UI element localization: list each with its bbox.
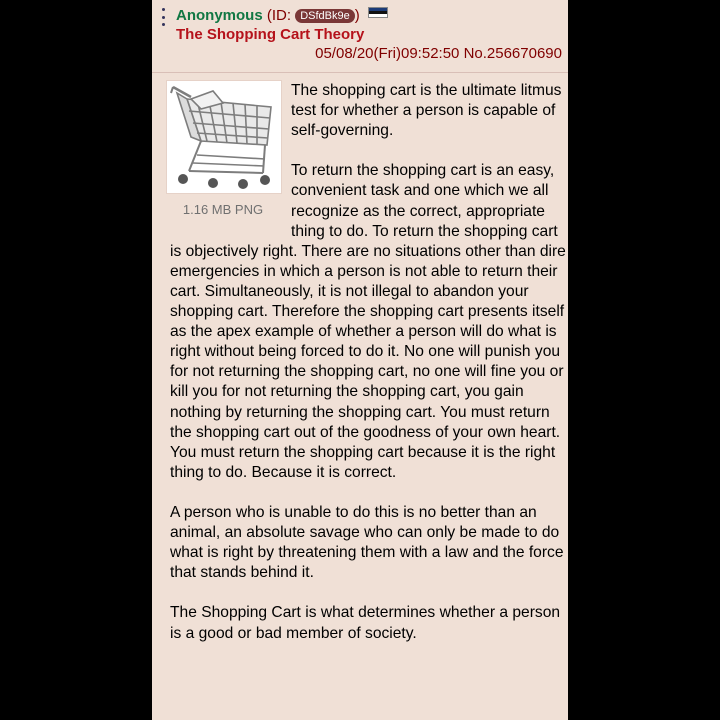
post-body xyxy=(170,81,566,664)
post-paragraph: To return the shopping cart is an easy, convenient task and one which we all recognize as the correct, appropriate thing to do. To return the shopping cart is objectively right. There are no situations other than dire emergencies in which a person is not able to return their cart. Simultaneously, it is not illegal to abandon your shopping cart. Therefore the shopping cart presents itself as the apex example of whether a person will do what is right without being forced to do it. No one will punish you for not returning the shopping cart, no one will fine you or kill you for not returning the shopping cart, you gain nothing by returning the shopping cart. You must return the shopping cart out of the goodness of your own heart. You must return the shopping cart because it is the right thing to do. Because it is correct. xyxy=(170,162,566,481)
poster-id: (ID: DSfdBk9e ) xyxy=(266,7,360,24)
post-header xyxy=(152,0,568,73)
post-meta xyxy=(315,45,562,62)
post-paragraph: The shopping cart is the ultimate litmus test for whether a person is capable of self-governing. xyxy=(291,82,562,140)
file-info: 1.16 MB PNG xyxy=(182,202,264,217)
post-number[interactable]: No.256670690 xyxy=(463,45,562,62)
post-subject: The Shopping Cart Theory xyxy=(176,26,365,43)
post-datetime: 05/08/20(Fri)09:52:50 xyxy=(315,45,460,62)
post-paragraph: The Shopping Cart is what determines whether a person is a good or bad member of society. xyxy=(170,604,561,642)
poster-info xyxy=(176,7,388,24)
flag-icon xyxy=(368,7,388,18)
post-paragraph: A person who is unable to do this is no better than an animal, an absolute savage who can only be made to do what is right by threatening them with a law and the force that stands behind it. xyxy=(170,503,564,582)
post-menu-icon[interactable] xyxy=(162,8,166,26)
id-badge[interactable]: DSfdBk9e xyxy=(295,9,355,23)
post-container xyxy=(152,0,568,720)
poster-name: Anonymous xyxy=(176,7,263,24)
